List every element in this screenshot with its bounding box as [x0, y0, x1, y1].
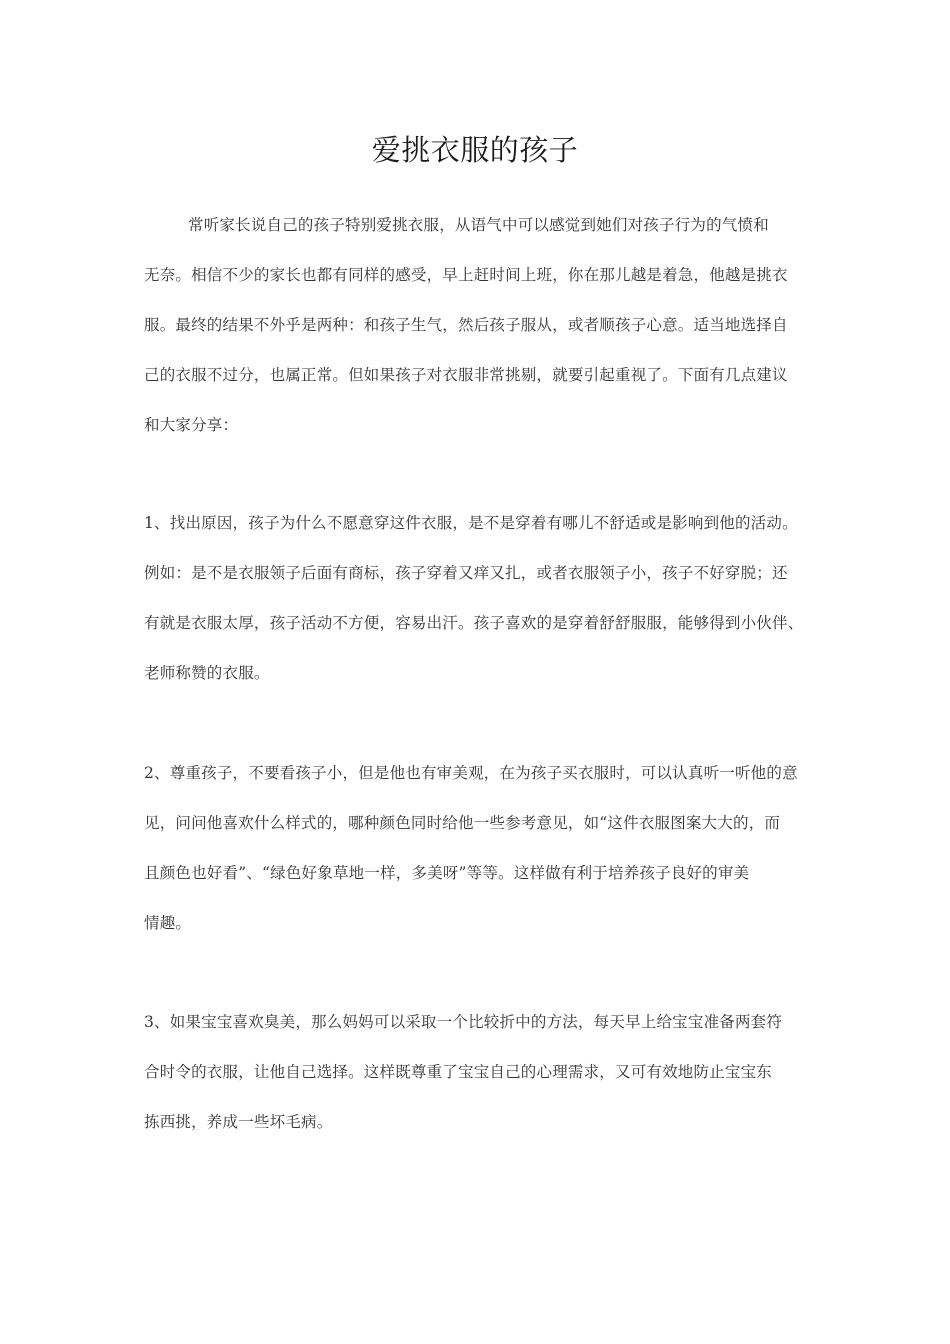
text-line: 见，问问他喜欢什么样式的，哪种颜色同时给他一些参考意见，如“这件衣服图案大大的，而 — [144, 814, 781, 832]
tip-paragraph-2 — [144, 748, 816, 948]
text-line: 拣西挑，养成一些坏毛病。 — [144, 1113, 333, 1131]
text-line: 例如：是不是衣服领子后面有商标，孩子穿着又痒又扎，或者衣服领子小，孩子不好穿脱；还 — [144, 564, 788, 582]
text-line: 老师称赞的衣服。 — [144, 664, 270, 682]
text-line: 合时令的衣服，让他自己选择。这样既尊重了宝宝自己的心理需求，又可有效地防止宝宝东 — [144, 1063, 773, 1081]
text-line: 无奈。相信不少的家长也都有同样的感受，早上赶时间上班，你在那儿越是着急，他越是挑衣 — [144, 266, 788, 284]
text-line: 情趣。 — [144, 914, 192, 932]
tip-paragraph-3 — [144, 997, 816, 1147]
text-line: 且颜色也好看”、“绿色好象草地一样，多美呀”等等。这样做有利于培养孩子良好的审美 — [144, 864, 750, 882]
text-line: 己的衣服不过分，也属正常。但如果孩子对衣服非常挑剔，就要引起重视了。下面有几点建议 — [144, 366, 788, 384]
text-line: 服。最终的结果不外乎是两种：和孩子生气，然后孩子服从，或者顺孩子心意。适当地选择自 — [144, 316, 788, 334]
text-line: 3、如果宝宝喜欢臭美，那么妈妈可以采取一个比较折中的方法，每天早上给宝宝准备两套符 — [144, 1013, 783, 1031]
text-line: 1、找出原因，孩子为什么不愿意穿这件衣服，是不是穿着有哪儿不舒适或是影响到他的活动。 — [144, 514, 798, 532]
tip-paragraph-1 — [144, 498, 816, 698]
text-line: 2、尊重孩子，不要看孩子小，但是他也有审美观，在为孩子买衣服时，可以认真听一听他的意 — [144, 764, 798, 782]
document-title: 爱挑衣服的孩子 — [371, 133, 579, 167]
text-line: 有就是衣服太厚，孩子活动不方便，容易出汗。孩子喜欢的是穿着舒舒服服，能够得到小伙伴、 — [144, 614, 804, 632]
intro-paragraph — [144, 200, 816, 450]
text-line: 和大家分享： — [144, 416, 239, 434]
text-line: 常听家长说自己的孩子特别爱挑衣服，从语气中可以感觉到她们对孩子行为的气愤和 — [188, 216, 769, 234]
